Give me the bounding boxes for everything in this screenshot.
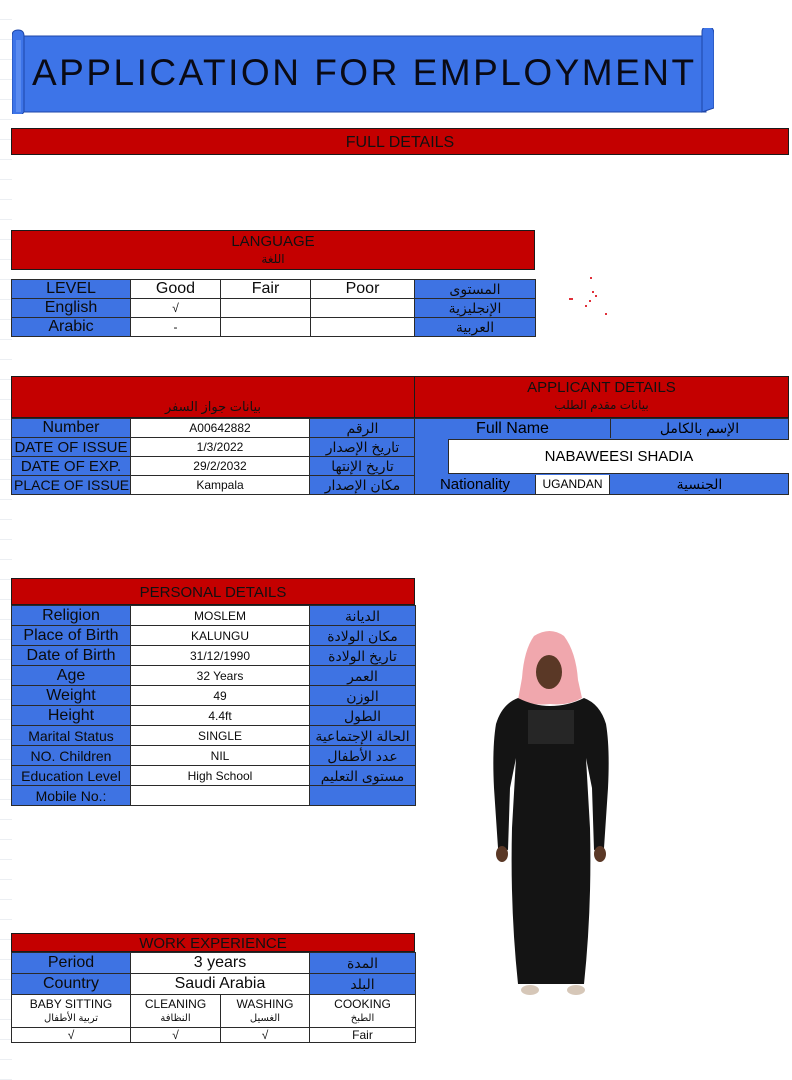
personal-details-header: PERSONAL DETAILS [11, 578, 415, 605]
language-poor [311, 318, 415, 337]
language-good: √ [131, 299, 221, 318]
period-label-ar: المدة [310, 953, 416, 974]
personal-value: NIL [131, 746, 310, 766]
full-name-value: NABAWEESI SHADIA [448, 439, 789, 474]
language-label: English [12, 299, 131, 318]
personal-value: 4.4ft [131, 706, 310, 726]
skill-label-ar: النظافة [160, 1013, 191, 1025]
language-label: Arabic [12, 318, 131, 337]
column-header: Good [131, 280, 221, 299]
table-row [12, 646, 416, 666]
personal-label-ar: عدد الأطفال [310, 746, 416, 766]
table-row [12, 419, 416, 438]
passport-value: Kampala [131, 476, 310, 495]
skill-value: √ [221, 1028, 310, 1043]
skill-cell [12, 995, 131, 1028]
table-row [12, 726, 416, 746]
personal-label: Religion [12, 606, 131, 626]
personal-label: Place of Birth [12, 626, 131, 646]
table-row [12, 438, 416, 457]
skill-value: Fair [310, 1028, 416, 1043]
table-row [12, 606, 416, 626]
nationality-label: Nationality [439, 476, 511, 493]
passport-label: DATE OF EXP. [12, 457, 131, 476]
language-title: LANGUAGE [231, 233, 315, 250]
passport-value: 1/3/2022 [131, 438, 310, 457]
passport-label-ar: تاريخ الإنتها [310, 457, 416, 476]
skill-label: BABY SITTING [29, 996, 113, 1011]
personal-value: High School [131, 766, 310, 786]
language-fair [221, 318, 311, 337]
column-header: المستوى [415, 280, 536, 299]
passport-label: PLACE OF ISSUE [12, 476, 131, 495]
table-row [12, 706, 416, 726]
full-details-header: FULL DETAILS [11, 128, 789, 155]
personal-value [131, 786, 310, 806]
personal-value: SINGLE [131, 726, 310, 746]
table-row [12, 974, 416, 995]
period-label: Period [12, 953, 131, 974]
nationality-value: UGANDAN [535, 475, 610, 494]
table-row [12, 457, 416, 476]
applicant-photo [488, 628, 614, 1000]
page-title: APPLICATION FOR EMPLOYMENT [32, 52, 697, 93]
personal-value: 32 Years [131, 666, 310, 686]
skill-cell [310, 995, 416, 1028]
passport-title-ar: بيانات جواز السفر [164, 399, 262, 414]
personal-label: Weight [12, 686, 131, 706]
personal-value: MOSLEM [131, 606, 310, 626]
personal-label-ar: الحالة الإجتماعية [310, 726, 416, 746]
personal-label: NO. Children [12, 746, 131, 766]
personal-label-ar: الوزن [310, 686, 416, 706]
skill-label-ar: تربية الأطفال [43, 1013, 99, 1025]
skill-value: √ [131, 1028, 221, 1043]
personal-label-ar: الطول [310, 706, 416, 726]
period-value: 3 years [131, 953, 310, 974]
personal-label-ar [310, 786, 416, 806]
column-header: Poor [311, 280, 415, 299]
table-row [12, 786, 416, 806]
personal-value: KALUNGU [131, 626, 310, 646]
language-table [11, 279, 536, 337]
table-row [12, 686, 416, 706]
applicant-header [414, 376, 789, 418]
personal-label: Age [12, 666, 131, 686]
nationality-label-ar: الجنسية [676, 476, 723, 492]
column-header: Fair [221, 280, 311, 299]
passport-label-ar: الرقم [310, 419, 416, 438]
table-row [12, 953, 416, 974]
passport-label-ar: تاريخ الإصدار [310, 438, 416, 457]
table-row [12, 766, 416, 786]
table-row [12, 995, 416, 1028]
personal-label-ar: مكان الولادة [310, 626, 416, 646]
country-label: Country [12, 974, 131, 995]
skill-cell [221, 995, 310, 1028]
applicant-panel [414, 418, 789, 495]
country-value: Saudi Arabia [131, 974, 310, 995]
personal-value: 49 [131, 686, 310, 706]
passport-value: A00642882 [131, 419, 310, 438]
work-experience-table [11, 952, 416, 1043]
work-experience-header: WORK EXPERIENCE [11, 933, 415, 952]
passport-table [11, 418, 416, 495]
applicant-title-ar: بيانات مقدم الطلب [554, 398, 649, 412]
table-row [12, 746, 416, 766]
table-row [12, 299, 536, 318]
personal-label: Height [12, 706, 131, 726]
table-row [12, 1028, 416, 1043]
skill-cell [131, 995, 221, 1028]
language-label-ar: العربية [415, 318, 536, 337]
language-title-ar: اللغة [261, 252, 285, 266]
full-name-label: Full Name [415, 419, 611, 438]
language-header [11, 230, 535, 270]
table-row [12, 666, 416, 686]
passport-value: 29/2/2032 [131, 457, 310, 476]
personal-details-table [11, 605, 416, 806]
personal-label-ar: مستوى التعليم [310, 766, 416, 786]
column-header: LEVEL [12, 280, 131, 299]
skill-value: √ [12, 1028, 131, 1043]
personal-label: Marital Status [12, 726, 131, 746]
language-good: - [131, 318, 221, 337]
personal-label: Date of Birth [12, 646, 131, 666]
applicant-title: APPLICANT DETAILS [527, 379, 676, 396]
skill-label: COOKING [334, 996, 391, 1011]
table-row [12, 476, 416, 495]
personal-label: Mobile No.: [12, 786, 131, 806]
language-poor [311, 299, 415, 318]
passport-label: Number [12, 419, 131, 438]
language-label-ar: الإنجليزية [415, 299, 536, 318]
personal-value: 31/12/1990 [131, 646, 310, 666]
passport-label-ar: مكان الإصدار [310, 476, 416, 495]
skill-label-ar: الطبخ [350, 1013, 375, 1025]
skill-label-ar: الغسيل [249, 1013, 281, 1025]
personal-label-ar: تاريخ الولادة [310, 646, 416, 666]
full-name-label-ar: الإسم بالكامل [659, 420, 740, 436]
personal-label-ar: العمر [310, 666, 416, 686]
table-row [12, 626, 416, 646]
passport-label: DATE OF ISSUE [12, 438, 131, 457]
language-fair [221, 299, 311, 318]
table-row [12, 318, 536, 337]
passport-header [11, 376, 415, 418]
skill-label: CLEANING [144, 996, 207, 1011]
skill-label: WASHING [236, 996, 294, 1011]
personal-label: Education Level [12, 766, 131, 786]
country-label-ar: البلد [310, 974, 416, 995]
personal-label-ar: الديانة [310, 606, 416, 626]
